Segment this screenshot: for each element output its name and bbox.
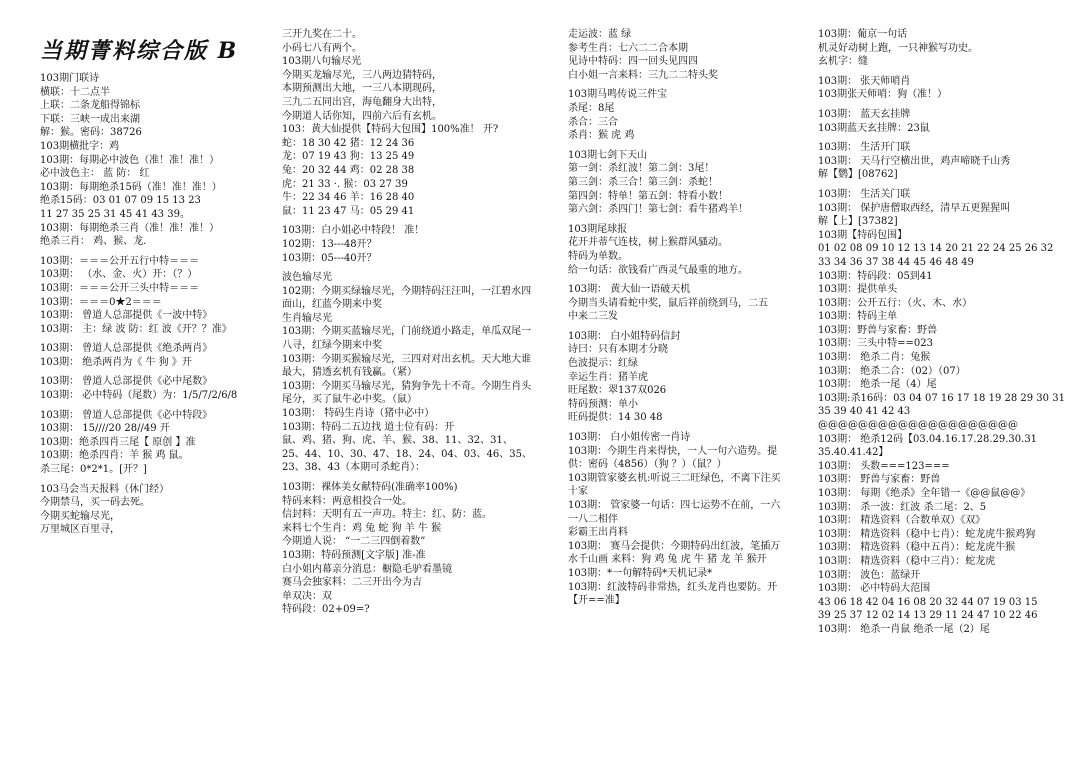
text-line: 蛇：18 30 42 猪：12 24 36 [282, 137, 415, 149]
text-line: 103期：白小姐必中特段！ 准！ [282, 225, 425, 237]
text-line: 103期：特码段：05到41 [818, 270, 933, 282]
text-line: 牛：22 34 46 羊：16 28 40 [282, 192, 415, 204]
text-line: 103期： 白小姐传密一肖诗 [568, 432, 691, 444]
text-line: 103期： 精选资料（稳中五肖）：蛇龙虎牛猴 [818, 542, 1016, 554]
text-line: 103期：三头中特==023 [818, 338, 933, 350]
text-line: 鼠、鸡、猪、狗、虎、羊、猴、38、11、32、31、 [282, 435, 513, 447]
column-4-lines [818, 28, 1073, 637]
text-line: 旺尾数：翠137双026 [568, 385, 667, 397]
text-line: 103期： 曾道人总部提供《绝杀两肖》 [40, 343, 213, 355]
text-line: 三九二五同出宫，海龟翻身大出特， [282, 96, 442, 108]
text-line: 上联：二条龙船得锦标 [40, 100, 140, 112]
text-line: 103期：＝＝＝公开五行中特＝＝＝ [40, 255, 200, 267]
text-line: 103期： 白小姐特码信封 [568, 330, 681, 342]
text-line: 103期：今期买蓝输尽光，门前绕道小路走，单瓜双尾一 [282, 326, 532, 338]
text-line: 参考生肖：七六二二合本期 [568, 42, 688, 54]
text-line: 兔：20 32 44 鸡：02 28 38 [282, 164, 415, 176]
text-line: 103期：今期生肖来得快，一人一句六造势。提 [568, 445, 778, 457]
text-line: 103期： 天马行空横出世，鸡声啼晓千山秀 [818, 155, 1011, 167]
text-line: 103期管家婆玄机:听说三二旺绿色，不离下注买 [568, 472, 781, 484]
text-line: 给一句话：欲钱看广西灵气最重的地方。 [568, 264, 748, 276]
text-line: 今期道人话你知，四前六后有玄机。 [282, 110, 442, 122]
text-line: 解【上】[37382] [818, 216, 898, 228]
text-line: 杀尾：8尾 [568, 102, 615, 114]
text-line: 绝杀三肖： 鸡、猴、龙. [40, 236, 147, 248]
text-line: 今期道人说： “一二三四倒着数” [282, 536, 426, 548]
text-line: 103期：每期必中波色（准！准！准！） [40, 154, 220, 166]
text-line: 103期：葡京一句话 [818, 29, 908, 40]
text-line: 103期：05---40开？ [282, 252, 377, 264]
text-line: 103期： 管家婆一句话：四七运势不在前，一六 [568, 500, 781, 511]
text-line: 今期买龙输尽光，三八两边猜特码， [282, 69, 442, 81]
text-line: 103期： 精选资料（稳中三肖）：蛇龙虎 [818, 555, 996, 567]
text-line: 35 39 40 41 42 43 [818, 406, 911, 418]
text-line: 103期： 杀一波：红波 杀二尾：2、5 [818, 501, 987, 513]
text-line: 今期禁马，买一码去死。 [40, 497, 150, 509]
text-line: 杀肖：猴 虎 鸡 [568, 130, 635, 142]
text-line: 103期： 绝杀一肖鼠 绝杀一尾（2）尾 [818, 623, 990, 635]
text-line: 103期蓝天玄挂牌：23鼠 [818, 122, 930, 134]
text-line: 103期： 波色：蓝绿开 [818, 569, 921, 581]
text-line: 103期门联诗 [40, 73, 100, 84]
text-line: 39 25 37 12 02 14 13 29 11 24 47 10 22 46 [818, 610, 1038, 622]
text-line: 第六剑：杀四门！第七剑：看牛猪鸡羊！ [568, 204, 748, 216]
text-line: 走运波：蓝 绿 [568, 29, 632, 40]
text-line: 三开九奖在二十。 [282, 29, 362, 40]
text-line: 11 27 35 25 31 45 41 43 39。 [40, 208, 190, 220]
text-line: 杀三尾：0*2*1。[开？] [40, 464, 147, 476]
text-line: 解【鹦】[08762] [818, 169, 898, 181]
text-line: 诗曰：只有本期才分晓 [568, 344, 668, 356]
text-line: 今期买蛇输尽光， [40, 510, 120, 522]
text-line: 见诗中特码：四一回头见四四 [568, 56, 698, 68]
text-line: 特码来料：两意相投合一处。 [282, 495, 412, 507]
text-line: 103期：红波特码非常热，红头龙肖也要防。开 [568, 581, 778, 593]
text-line: 103期：每期绝杀15码（准！准！准！） [40, 181, 222, 193]
text-line: 【开==准】 [568, 595, 625, 607]
text-line: 103期：＝＝＝0★2＝＝＝ [40, 296, 162, 308]
text-line: 面山，红蓝今期来中奖 [282, 299, 382, 311]
text-line: 第三剑：杀三合！第三剑：杀蛇！ [568, 176, 718, 188]
text-line: 103期： 赛马会提供：今期特码出红波，笔插万 [568, 540, 781, 552]
text-line: 103期： 曾道人总部提供《必中特段》 [40, 409, 213, 421]
text-line: 白小姐一言来料：三九二二特头奖 [568, 69, 718, 81]
text-line: 万里城区百里寻， [40, 524, 120, 536]
text-line: 十家 [568, 486, 588, 498]
text-line: 赛马会独家料：二三开出今为吉 [282, 577, 422, 589]
text-line: 小码七八有两个。 [282, 42, 362, 54]
text-line: 103期： 必中特码（尾数）为：1/5/7/2/6/8 [40, 390, 238, 402]
text-line: 103期： 绝杀二合：（02）（07） [818, 365, 966, 377]
text-line: 生肖输尽光 [282, 312, 332, 324]
text-line: 103期：每期绝杀三肖（准！准！准！） [40, 222, 220, 234]
text-line: 103期： 曾道人总部提供《必中尾数》 [40, 376, 213, 388]
text-line: 103期： 特码生肖诗（猪中必中） [282, 408, 435, 420]
text-line: 尾分，买了鼠牛必中奖。（鼠） [282, 394, 417, 406]
column-1-lines [40, 72, 260, 537]
column-3-lines [568, 28, 808, 608]
text-line: 35.40.41.42】 [818, 447, 889, 459]
text-line: 103期：野兽与家畜：野兽 [818, 324, 938, 336]
text-line: 103期【特码包围】 [818, 229, 908, 241]
text-line: 103期： 保护唐僧取西经，清早五更猩猩叫 [818, 202, 1011, 214]
text-line: 103期：今期买马输尽光，猜狗争先十不奇。今期生肖头 [282, 380, 532, 392]
text-line: 33 34 36 37 38 44 45 46 48 49 [818, 256, 974, 268]
text-line: 白小姐内幕亲分消息：橱隐毛驴看墨镜 [282, 563, 452, 575]
text-line: 103：黄大仙提供【特码大包围】100%准！ 开? [282, 124, 499, 136]
text-line: 波色输尽光 [282, 272, 332, 284]
text-line: 供：密码（4856）（狗 ？）（鼠？） [568, 459, 727, 471]
text-line: 下联：三峡一成出来湖 [40, 113, 140, 125]
text-line: 103期：特码二五边找 道士位有码：开 [282, 421, 455, 433]
text-line: 103期张天师哨：狗（准！） [818, 89, 948, 101]
text-line: 103期马鸣传说三件宝 [568, 89, 668, 101]
text-line: 幸运生肖：猪羊虎 [568, 371, 648, 383]
column-4 [818, 28, 1073, 637]
text-line: 103期：绝杀四肖三尾【 原创 】准 [40, 436, 196, 448]
text-line: 103期： 主：绿 波 防：红 波《开？？准》 [40, 323, 232, 335]
text-line: 103期尾球报 [568, 223, 628, 235]
column-1 [40, 36, 260, 537]
text-line: 103期： 每期《绝杀》全年错一《@@鼠@@》 [818, 488, 1031, 499]
page-title: 当期菁料综合版 B [40, 38, 239, 64]
text-line: 103期：提供单头 [818, 284, 898, 296]
text-line: 八寻，红绿今期来中奖 [282, 340, 382, 352]
text-line: 特码为单数。 [568, 250, 628, 262]
text-line: 玄机字：缝 [818, 56, 868, 68]
text-line: 最大，猜透玄机有钱赢。（紧） [282, 367, 417, 379]
text-line: 特码段：02+09=? [282, 604, 370, 616]
text-line: 横联：十二点半 [40, 86, 110, 98]
text-line: 彩霸王出肖料 [568, 527, 628, 539]
text-line: 103期：裸体美女献特码(准确率100%) [282, 482, 458, 493]
text-line: 25、44、10、30、47、18、24、04、03、46、35、 [282, 448, 532, 460]
text-line: 103期： （水、金、火）开：（？） [40, 269, 198, 281]
text-line: 今期当头请看蛇中奖，鼠后祥前绕到马，二五 [568, 297, 768, 309]
text-line: 一八二相伴 [568, 513, 618, 525]
text-line: 虎：21 33 ·. 猴：03 27 39 [282, 178, 408, 190]
text-line: 103期： 头数===123=== [818, 460, 950, 472]
text-line: 色波提示：红绿 [568, 358, 638, 370]
text-line: 龙：07 19 43 狗：13 25 49 [282, 151, 415, 163]
text-line: 103期：今期买猴输尽光，三四对对出玄机。天大地大谁 [282, 353, 532, 365]
text-line: 103期七剑下天山 [568, 149, 648, 161]
text-line: 第一剑：杀红波！第二剑：3尾！ [568, 163, 715, 175]
text-line: 102期：13---48开？ [282, 238, 377, 250]
text-line: 103期： 生活开门联 [818, 142, 911, 154]
text-line: 23、38、43（本期可杀蛇肖）： [282, 462, 426, 474]
text-line: 103期： 生活关门联 [818, 188, 911, 200]
text-line: 水千山画 来料：狗 鸡 兔 虎 牛 猪 龙 羊 猴开 [568, 554, 767, 566]
text-line: 鼠：11 23 47 马：05 29 41 [282, 205, 415, 217]
text-line: 特码预测：单小 [568, 398, 638, 410]
text-line: 103期： 蓝天玄挂牌 [818, 108, 911, 120]
text-line: 花开并蒂气连枝，树上猴群风骚动。 [568, 237, 728, 249]
text-line: 第四剑：特单！第五剑：特看小数！ [568, 190, 728, 202]
text-line: 103期： 绝杀二肖：兔猴 [818, 352, 931, 364]
text-line: 103期： 野兽与家畜：野兽 [818, 474, 941, 486]
text-line: 103期： 绝杀12码【03.04.16.17.28.29.30.31 [818, 433, 1038, 445]
text-line: 103期：公开五行：（火、木、水） [818, 297, 973, 309]
text-line: 103期：*一句解特码*天机记录* [568, 567, 713, 579]
text-line: 103期： 曾道人总部提供《一波中特》 [40, 310, 213, 322]
text-line: 01 02 08 09 10 12 13 14 20 21 22 24 25 26 32 [818, 243, 1054, 255]
column-3 [568, 28, 808, 608]
text-line: 信封料：天明有五一声功。特主：红、防：蓝。 [282, 509, 492, 521]
text-line: 103马会当天报料（休门经） [40, 483, 170, 495]
text-line: 103期：特码主单 [818, 311, 898, 323]
text-line: 旺码提供：14 30 48 [568, 412, 663, 424]
text-line: 103期： 15////20 28//49 开 [40, 423, 170, 435]
text-line: 103期： 张天师哨肖 [818, 75, 911, 87]
text-line: 绝杀15码：03 01 07 09 15 13 23 [40, 195, 201, 207]
text-line: 解：猴。密码：38726 [40, 127, 142, 139]
text-line: 本期预测出大地，一三八本期现码， [282, 83, 442, 95]
text-line: 单双决：双 [282, 590, 332, 602]
text-line: 103期：绝杀四肖：羊 猴 鸡 鼠。 [40, 450, 189, 462]
text-line: 43 06 18 42 04 16 08 20 32 44 07 19 03 15 [818, 596, 1038, 608]
text-line: 来料七个生肖：鸡 兔 蛇 狗 羊 牛 猴 [282, 522, 442, 534]
column-2-lines [282, 28, 550, 617]
text-line: 103期： 黄大仙一语破天机 [568, 284, 691, 296]
text-line: 杀合：三合 [568, 116, 618, 128]
text-line: 103期： 精选资料（稳中七肖）：蛇龙虎牛猴鸡狗 [818, 528, 1036, 540]
text-line: 103期： 绝杀一尾（4）尾 [818, 379, 937, 391]
text-line: 103期横批字：鸡 [40, 140, 120, 152]
text-line: 103期： 必中特码大范围 [818, 583, 931, 595]
text-line: 103期：＝＝＝公开三头中特＝＝＝ [40, 282, 200, 294]
text-line: 102期：今期买绿输尽光，今期特码汪汪叫，一江碧水四 [282, 285, 532, 297]
column-2 [282, 28, 550, 617]
text-line: 103期八句输尽光 [282, 56, 362, 68]
text-line: 103期： 绝杀两肖为《 牛 狗 》开 [40, 356, 192, 368]
text-line: 中来二三发 [568, 311, 618, 323]
text-line: 103期：特码预测[文字版] 准-准 [282, 549, 426, 561]
text-line: @@@@@@@@@@@@@@@@@@@@ [818, 420, 1018, 432]
text-line: 机灵好动树上跑，一只神猴写功史。 [818, 42, 978, 54]
text-line: 必中波色主： 蓝 防： 红 [40, 168, 150, 180]
text-line: 103期： 精选资料（合数单双）《双》 [818, 515, 986, 527]
text-line: 103期:杀16码：03 04 07 16 17 18 19 28 29 30 31 [818, 392, 1065, 404]
